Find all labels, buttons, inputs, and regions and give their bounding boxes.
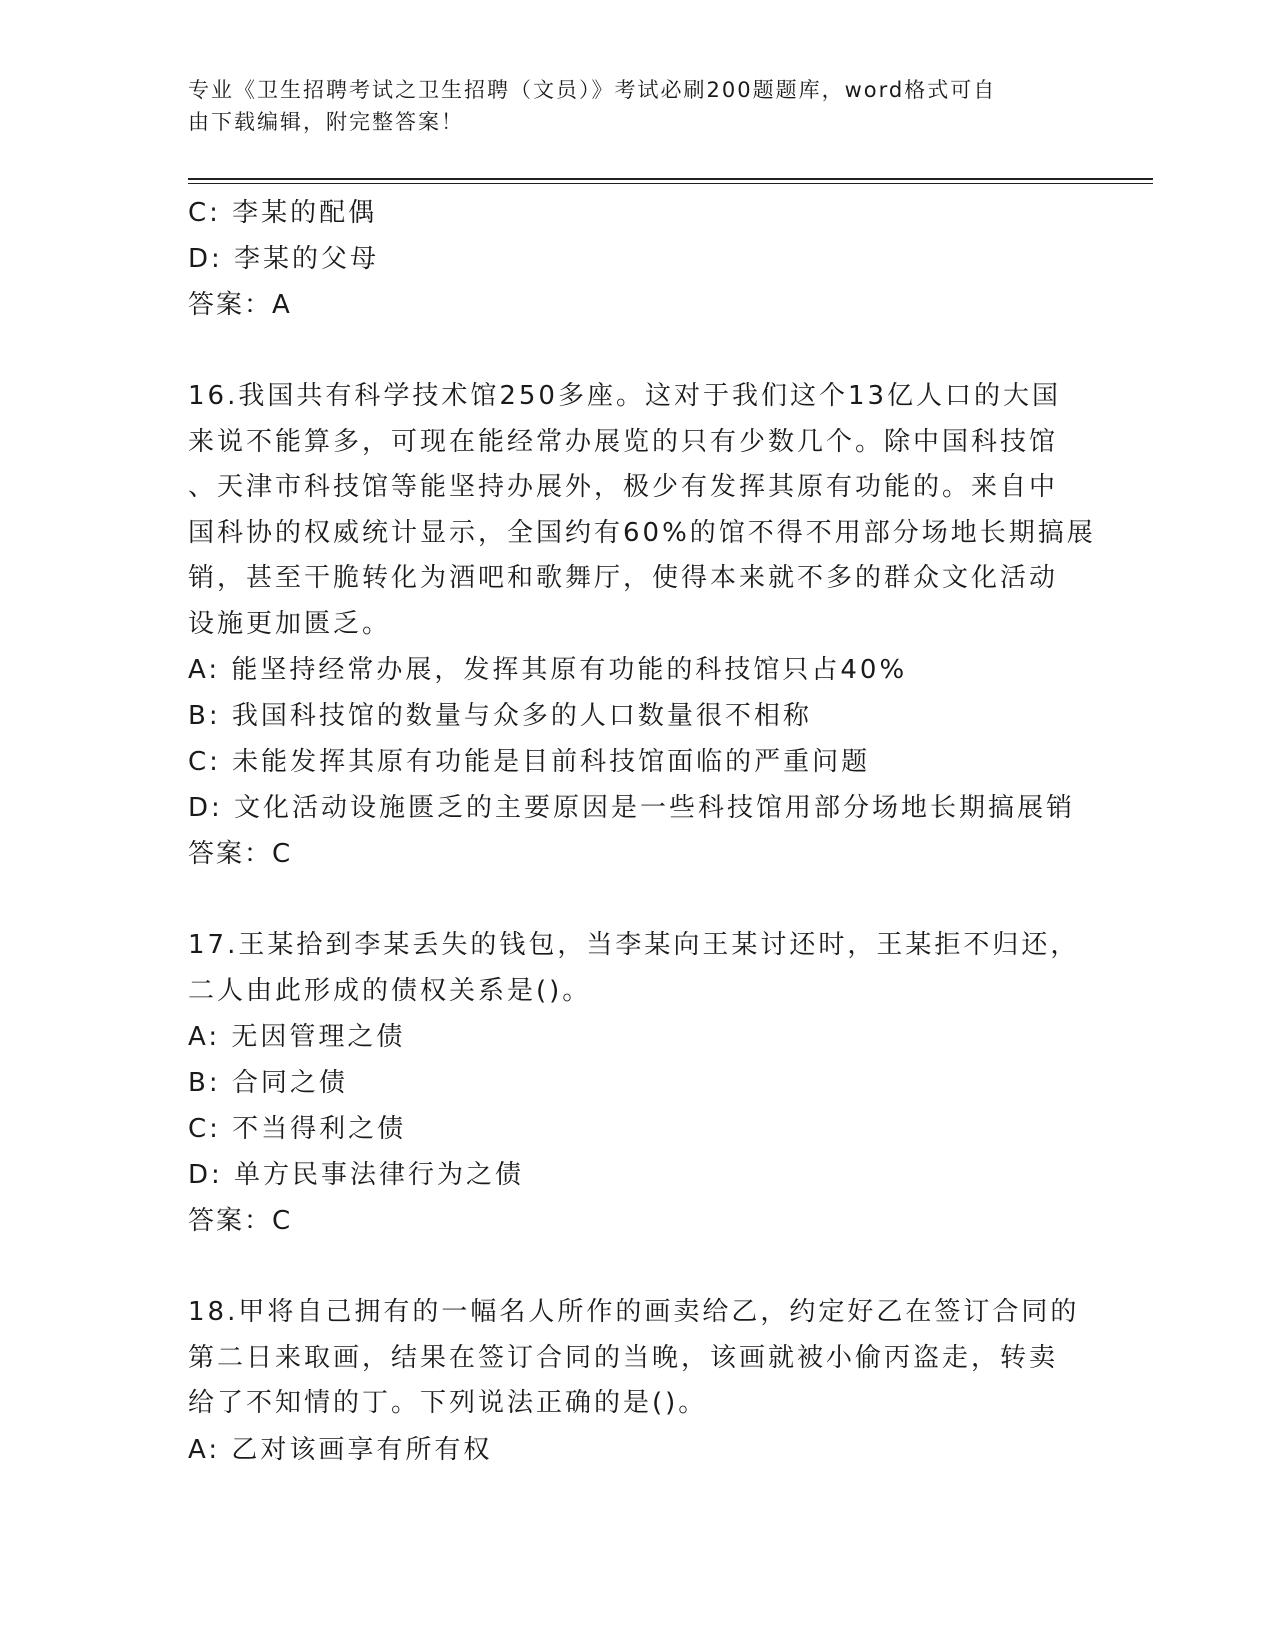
answer-line: 答案：C [188,839,293,869]
question-17 [188,923,1088,1244]
option-c: C: 不当得利之债 [188,1114,407,1144]
option-a: A: 乙对该画享有所有权 [188,1434,493,1465]
question-text [188,374,1096,647]
spacer [188,1244,1088,1290]
question-line: 17.王某拾到李某丢失的钱包，当李某向王某讨还时，王某拒不归还， [188,930,1080,960]
option-c: C: 未能发挥其原有功能是目前科技馆面临的严重问题 [188,747,871,777]
question-line: 18.甲将自己拥有的一幅名人所作的画卖给乙，约定好乙在签订合同的 [188,1297,1080,1327]
spacer [188,328,1088,374]
question-18 [188,1290,1088,1473]
question-line: 二人由此形成的债权关系是()。 [188,975,592,1006]
question-text [188,923,1088,1014]
answer-line: 答案：C [188,1206,293,1236]
question-line: 、天津市科技馆等能坚持办展外，极少有发挥其原有功能的。来自中 [188,472,1059,502]
question-line: 第二日来取画，结果在签订合同的当晚，该画就被小偷丙盗走，转卖 [188,1342,1059,1373]
spacer [188,877,1088,923]
question-line: 销，甚至干脆转化为酒吧和歌舞厅，使得本来就不多的群众文化活动 [188,563,1059,593]
header-divider-thin [188,183,1153,184]
question-line: 16.我国共有科学技术馆250多座。这对于我们这个13亿人口的大国 [188,381,1062,411]
option-item: D: 李某的父母 [188,244,380,274]
page-header [188,74,1068,138]
option-a: A: 能坚持经常办展，发挥其原有功能的科技馆只占40% [188,655,908,685]
question-16 [188,374,1096,877]
question-line: 给了不知情的丁。下列说法正确的是()。 [188,1388,708,1418]
question-line: 来说不能算多，可现在能经常办展览的只有少数几个。除中国科技馆 [188,426,1059,457]
option-a: A: 无因管理之债 [188,1022,406,1052]
option-d: D: 单方民事法律行为之债 [188,1160,525,1190]
question-line: 设施更加匮乏。 [188,608,392,639]
question-line: 国科协的权威统计显示，全国约有60%的馆不得不用部分场地长期搞展 [188,517,1096,548]
answer-line: 答案：A [188,290,292,320]
option-b: B: 合同之债 [188,1068,348,1098]
carryover-block [188,190,1088,328]
option-d: D: 文化活动设施匮乏的主要原因是一些科技馆用部分场地长期搞展销 [188,793,1076,823]
option-item: C: 李某的配偶 [188,198,378,228]
header-divider-thick [188,178,1153,180]
question-text [188,1290,1088,1427]
document-body [188,190,1096,1473]
option-b: B: 我国科技馆的数量与众多的人口数量很不相称 [188,701,812,731]
header-line-2: 由下载编辑，附完整答案！ [188,110,464,134]
header-line-1: 专业《卫生招聘考试之卫生招聘（文员）》考试必刷200题题库，word格式可自 [188,78,997,102]
